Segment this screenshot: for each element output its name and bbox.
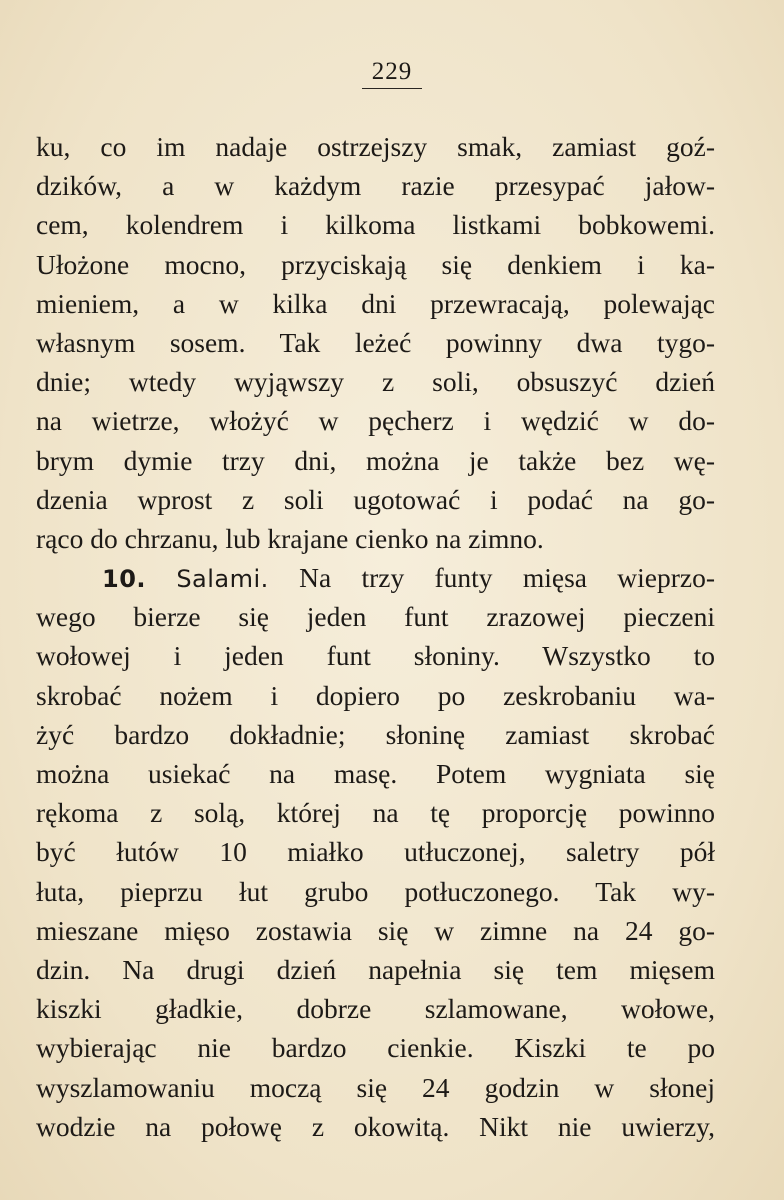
text-line: wyszlamowaniu moczą się 24 godzin w słonej [36,1071,715,1103]
text-line: skrobać nożem i dopiero po zeskrobaniu wa- [36,679,715,711]
section-title: Salami. [176,565,269,594]
text-line: dzików, a w każdym razie przesypać jałow- [36,170,715,202]
text-line: dnie; wtedy wyjąwszy z soli, obsuszyć dzień [36,366,715,398]
text-line: dzin. Na drugi dzień napełnia się tem mięsem [36,953,715,985]
text-line: mieniem, a w kilka dni przewracają, polewając [36,287,715,319]
text-line: wołowej i jeden funt słoniny. Wszystko to [36,640,715,672]
text-line: Ułożone mocno, przyciskają się denkiem i ka- [36,248,715,280]
text-line: wego bierze się jeden funt zrazowej pieczeni [36,601,715,633]
text-line: można usiekać na masę. Potem wygniata się [36,758,715,789]
text-line: mieszane mięso zostawia się w zimne na 24 go- [36,914,715,946]
body-text [36,127,715,1146]
text-line: łuta, pieprzu łut grubo potłuczonego. Tak wy- [36,875,715,907]
text-line: wybierając nie bardzo cienkie. Kiszki te po [36,1032,715,1064]
section-heading-line [36,558,715,597]
text-line: być łutów 10 miałko utłuczonej, saletry pół [36,836,715,868]
text-line: cem, kolendrem i kilkoma listkami bobkowemi. [36,209,715,241]
text-line: rąco do chrzanu, lub krajane cienko na zimno. [36,522,544,554]
text-line: rękoma z solą, której na tę proporcję powinno [36,797,715,829]
section-first-line: Na trzy funty mięsa wieprzo- [299,562,715,594]
page-number [0,58,784,89]
text-line: żyć bardzo dokładnie; słoninę zamiast skrobać [36,718,715,750]
text-line: wodzie na połowę z okowitą. Nikt nie uwierzy, [36,1110,715,1142]
page-number-text: 229 [362,58,423,89]
text-line: ku, co im nadaje ostrzejszy smak, zamiast goź- [36,131,715,162]
text-line: kiszki gładkie, dobrze szlamowane, wołowe, [36,993,715,1025]
text-line: brym dymie trzy dni, można je także bez wę- [36,444,715,476]
text-line: na wietrze, włożyć w pęcherz i wędzić w do- [36,405,715,437]
section-number: 10. [102,565,147,594]
text-line: dzenia wprost z soli ugotować i podać na go- [36,483,715,515]
text-line: własnym sosem. Tak leżeć powinny dwa tygo- [36,326,715,358]
